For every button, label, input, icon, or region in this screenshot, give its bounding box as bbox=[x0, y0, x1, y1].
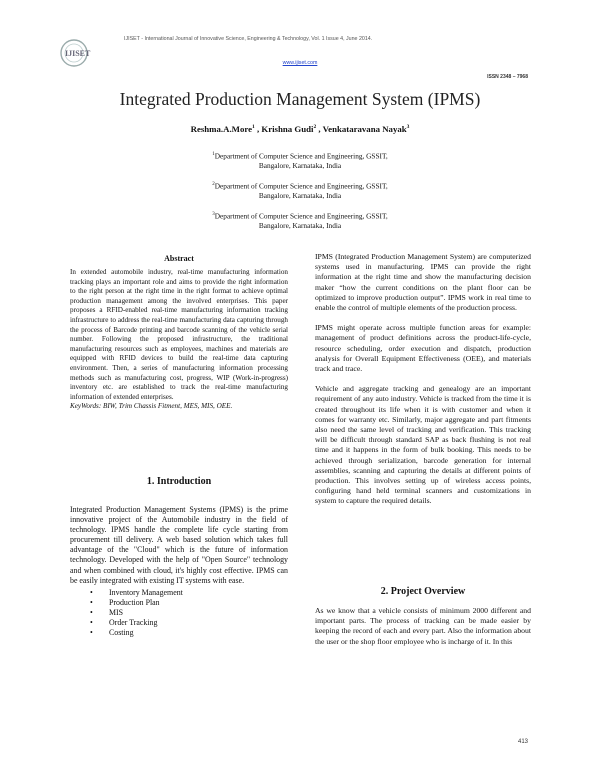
affiliation-line: Department of Computer Science and Engineering, GSSIT, bbox=[214, 151, 388, 161]
affiliation bbox=[180, 150, 420, 171]
abstract-text: In extended automobile industry, real-time manufacturing information tracking plays an important role and aims to provide the right information to the right person at the right time in the right format to achieve optimal production management among the involved enterprises. This paper proposes a RFID-enabled real-time manufacturing information tracking infrastructure to address the real-time manufacturing data capturing through the process of Barcode printing and barcode scanning of the vehicle serial number. Following the proposed infrastructure, the traditional manufacturing resources such as employees, machines and materials are equipped with RFID devices to build the real-time data capturing environment. Then, a series of manufacturing information processing methods such as manufacturing cost, progress, WIP (Work-in-progress) inventory etc. are established to track the real-time manufacturing information of extended enterprises. bbox=[70, 268, 288, 401]
affiliation-line: Bangalore, Karnataka, India bbox=[258, 161, 342, 171]
affiliation-line: Department of Computer Science and Engineering, GSSIT, bbox=[214, 211, 388, 221]
introduction-body: Integrated Production Management Systems (IPMS) is the prime innovative project of the Automobile industry in the field of technology. IPMS handle the complete life cycle starting from procurement till delivery. A web based solution which takes full advantage of the "Cloud" which is the future of information technology. Developed with the help of "Open Source" technology and when combined with cloud, it's highly cost effective. IPMS can be easily integrated with existing IT systems with ease. bbox=[70, 505, 288, 585]
paragraph: Vehicle and aggregate tracking and genealogy are an important requirement of any auto industry. Vehicle is tracked from the time it is created throughout its life when it is with customer and when it comes for warranty etc. Similarly, major aggregate and part fitments also need the same level of tracking and verification. This tracking will be difficult through standard SAP as back flushing is not real time and it happens in the form of bulk booking. This needs to be achieved through serialization, barcode generation for internal assemblies, scanning and capturing the details at different points of production. This involves setting up of wireless access points, configuring hand held terminal scanners and customizations in system to capture the required details. bbox=[315, 384, 531, 506]
affiliation-mark: 1 bbox=[212, 152, 215, 157]
author-mark: 1 bbox=[252, 124, 255, 131]
affiliation-mark: 3 bbox=[212, 212, 215, 217]
issn-label: ISSN 2348 – 7968 bbox=[487, 74, 528, 80]
list-item: • Production Plan bbox=[90, 598, 183, 608]
paper-title: Integrated Production Management System (IPMS) bbox=[119, 89, 481, 109]
affiliation-line: Bangalore, Karnataka, India bbox=[258, 191, 342, 201]
paragraph: IPMS might operate across multiple function areas for example: management of product definitions across the product-life-cycle, resource scheduling, order execution and dispatch, production analysis for Overall Equipment Effectiveness (OEE), and materials track and trace. bbox=[315, 323, 531, 374]
list-item: • Costing bbox=[90, 628, 183, 638]
affiliation-mark: 2 bbox=[212, 182, 215, 187]
author-name: Reshma.A.More bbox=[190, 124, 252, 134]
logo-text: IJISET bbox=[65, 49, 91, 58]
author-mark: 2 bbox=[313, 124, 317, 131]
list-item: • MIS bbox=[90, 608, 183, 618]
feature-list bbox=[90, 588, 183, 638]
page-number: 413 bbox=[517, 739, 528, 745]
journal-url-link[interactable]: www.ijiset.com bbox=[282, 60, 318, 66]
affiliation-line: Bangalore, Karnataka, India bbox=[258, 221, 342, 231]
author-mark: 3 bbox=[406, 124, 410, 131]
affiliation bbox=[180, 180, 420, 201]
section-heading: 2. Project Overview bbox=[380, 586, 466, 597]
abstract-body bbox=[70, 268, 288, 412]
section-heading: 1. Introduction bbox=[146, 476, 212, 487]
author-name: Venkataravana Nayak bbox=[322, 124, 407, 134]
list-item: • Inventory Management bbox=[90, 588, 183, 598]
list-item: • Order Tracking bbox=[90, 618, 183, 628]
keywords: KeyWords: BIW, Trim Chassis Fitment, MES, MIS, OEE. bbox=[70, 402, 233, 411]
right-column bbox=[315, 252, 531, 507]
abstract-heading: Abstract bbox=[164, 254, 194, 263]
paragraph: IPMS (Integrated Production Management System) are computerized systems used in manufacturing. IPMS can provide the right information at the right time and show the manufacturing decision maker “how the current conditions on the plant floor can be optimized to improve production output”. IPMS work in real time to enable the control of multiple elements of the production process. bbox=[315, 252, 531, 313]
author-name: Krishna Gudi bbox=[261, 124, 314, 134]
author-list: Reshma.A.More$^1$ , Krishna Gudi$^2$ , Venkataravana Nayak$^3$ bbox=[190, 124, 410, 134]
section2-body: As we know that a vehicle consists of minimum 2000 different and important parts. The process of tracking can be made easier by keeping the record of each and every part. Also the information about the user or the shop floor employee who is incharge of it. In this bbox=[315, 606, 531, 646]
affiliation bbox=[180, 210, 420, 231]
journal-header: IJISET - International Journal of Innovative Science, Engineering & Technology, Vol. 1 Issue 4, June 2014. bbox=[124, 36, 373, 42]
affiliation-line: Department of Computer Science and Engineering, GSSIT, bbox=[214, 181, 388, 191]
